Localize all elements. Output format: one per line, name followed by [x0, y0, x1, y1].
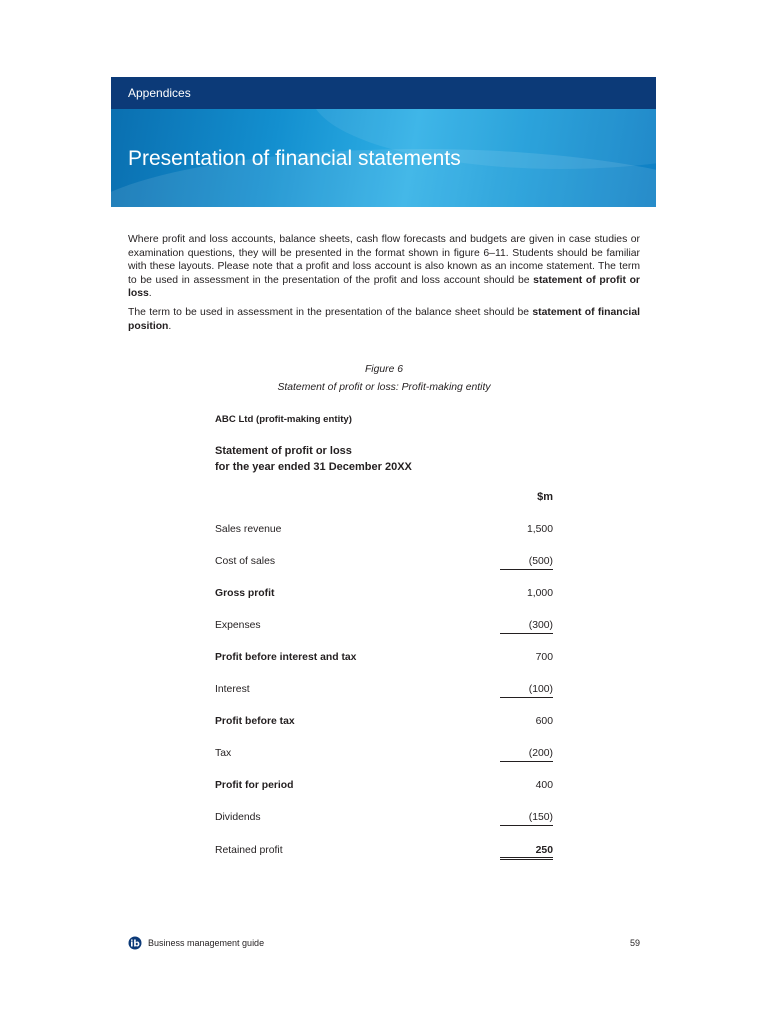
intro-p2-bold: statement of financial position [128, 306, 640, 332]
page-number: 59 [629, 938, 640, 948]
ib-logo-icon [127, 936, 143, 950]
row-value: 700 [535, 652, 553, 663]
row-value: (200) [500, 748, 553, 762]
table-row [215, 812, 553, 826]
row-value: 400 [535, 780, 553, 791]
row-label: Profit before interest and tax [215, 652, 357, 663]
intro-p2-text: The term to be used in assessment in the presentation of the balance sheet should be [128, 306, 533, 318]
table-row [215, 524, 553, 538]
row-value: (150) [500, 812, 553, 826]
table-row [215, 780, 553, 794]
row-label: Profit before tax [215, 716, 295, 727]
row-value: 600 [535, 716, 553, 727]
row-label: Expenses [215, 620, 261, 631]
section-header [111, 77, 656, 109]
row-value: 1,000 [526, 588, 553, 599]
row-label: Dividends [215, 812, 261, 823]
intro-paragraph-1 [128, 233, 640, 301]
intro-text [128, 233, 640, 338]
page-title: Presentation of financial statements [128, 147, 461, 170]
statement-title [215, 443, 412, 475]
intro-paragraph-2 [128, 306, 640, 333]
table-row [215, 845, 553, 859]
intro-p1-end: . [148, 288, 152, 300]
row-label: Tax [215, 748, 232, 759]
row-value: 250 [500, 845, 553, 860]
row-value: (100) [500, 684, 553, 698]
statement-title-line-1: Statement of profit or loss [215, 445, 352, 457]
intro-p1-text: Where profit and loss accounts, balance sheets, cash flow forecasts and budgets are given in case studies or examination questions, they will be presented in the format shown in figure 6–11. Students should be familiar with these layouts. Please note that a profit and loss account is also known as an income statement. The term to be used in assessment in the presentation of the profit and loss account should be [128, 234, 640, 286]
row-label: Gross profit [215, 588, 275, 599]
row-label: Sales revenue [215, 524, 282, 535]
currency-header: $m [537, 491, 553, 503]
title-banner [111, 109, 656, 207]
table-row [215, 716, 553, 730]
row-value: (300) [500, 620, 553, 634]
figure-number: Figure 6 [364, 364, 404, 375]
statement-title-line-2: for the year ended 31 December 20XX [215, 461, 412, 473]
intro-p2-end: . [168, 320, 172, 332]
svg-text:ib: ib [130, 939, 140, 950]
row-label: Retained profit [215, 845, 283, 856]
figure-caption: Statement of profit or loss: Profit-making entity [277, 382, 491, 393]
table-row [215, 620, 553, 634]
table-row [215, 588, 553, 602]
footer-guide-name: Business management guide [148, 938, 265, 948]
company-name: ABC Ltd (profit-making entity) [215, 414, 352, 425]
intro-p1-bold: statement of profit or loss [128, 274, 640, 300]
row-value: (500) [500, 556, 553, 570]
table-row [215, 684, 553, 698]
row-label: Profit for period [215, 780, 294, 791]
table-row [215, 748, 553, 762]
section-label: Appendices [128, 86, 191, 100]
table-row [215, 652, 553, 666]
row-value: 1,500 [526, 524, 553, 535]
row-label: Interest [215, 684, 250, 695]
table-row [215, 556, 553, 570]
row-label: Cost of sales [215, 556, 276, 567]
